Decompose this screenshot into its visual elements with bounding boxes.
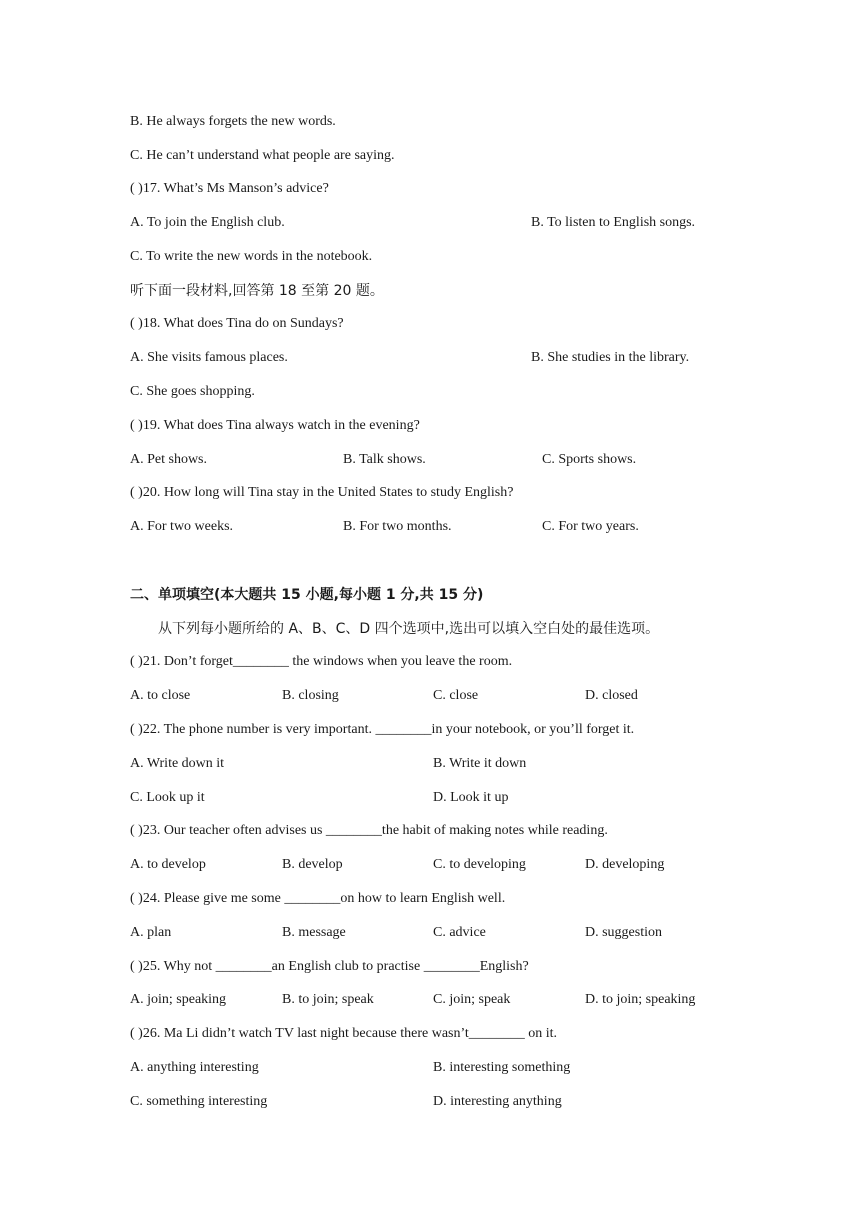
q22-option-c: C. Look up it	[130, 790, 205, 805]
listening-instruction-18-20: 听下面一段材料,回答第 18 至第 20 题。	[130, 283, 384, 299]
question-19: ( )19. What does Tina always watch in the evening?	[130, 418, 420, 433]
q22-option-d: D. Look it up	[433, 790, 509, 805]
q24-option-b: B. message	[282, 925, 346, 940]
q22-options-row2	[130, 788, 509, 808]
q24-option-d: D. suggestion	[585, 925, 662, 940]
question-24: ( )24. Please give me some ________on how to learn English well.	[130, 891, 506, 906]
q19-options	[130, 450, 637, 470]
q18-options-row1	[130, 348, 690, 368]
question-17: ( )17. What’s Ms Manson’s advice?	[130, 181, 329, 196]
q26-option-c: C. something interesting	[130, 1094, 268, 1109]
q17-option-a: A. To join the English club.	[130, 215, 285, 230]
q22-option-b: B. Write it down	[433, 756, 527, 771]
q23-option-d: D. developing	[585, 857, 665, 872]
q25-option-b: B. to join; speak	[282, 992, 374, 1007]
q25-option-d: D. to join; speaking	[585, 992, 696, 1007]
q24-option-a: A. plan	[130, 925, 172, 940]
q25-options	[130, 990, 696, 1010]
q22-options-row1	[130, 754, 527, 774]
q18-option-a: A. She visits famous places.	[130, 350, 288, 365]
q20-option-c: C. For two years.	[542, 519, 639, 534]
q24-options	[130, 923, 662, 943]
q16-option-c: C. He can’t understand what people are saying.	[130, 148, 395, 163]
q23-option-b: B. develop	[282, 857, 343, 872]
q26-options-row1	[130, 1058, 571, 1078]
question-25: ( )25. Why not ________an English club to practise ________English?	[130, 959, 529, 974]
q26-options-row2	[130, 1092, 562, 1112]
question-23: ( )23. Our teacher often advises us ________the habit of making notes while reading.	[130, 823, 608, 838]
section-2-instruction: 从下列每小题所给的 A、B、C、D 四个选项中,选出可以填入空白处的最佳选项。	[158, 621, 660, 637]
question-21: ( )21. Don’t forget________ the windows when you leave the room.	[130, 654, 513, 669]
q17-option-c: C. To write the new words in the notebook.	[130, 249, 373, 264]
q18-option-c: C. She goes shopping.	[130, 384, 255, 399]
question-20: ( )20. How long will Tina stay in the United States to study English?	[130, 485, 514, 500]
q23-option-a: A. to develop	[130, 857, 206, 872]
q26-option-a: A. anything interesting	[130, 1060, 259, 1075]
q23-option-c: C. to developing	[433, 857, 526, 872]
q24-option-c: C. advice	[433, 925, 486, 940]
q19-option-c: C. Sports shows.	[542, 452, 637, 467]
q21-option-b: B. closing	[282, 688, 339, 703]
q21-option-c: C. close	[433, 688, 479, 703]
q18-option-b: B. She studies in the library.	[531, 350, 690, 365]
q25-option-c: C. join; speak	[433, 992, 511, 1007]
q20-option-a: A. For two weeks.	[130, 519, 234, 534]
q19-option-b: B. Talk shows.	[343, 452, 426, 467]
q26-option-b: B. interesting something	[433, 1060, 571, 1075]
q21-options	[130, 686, 638, 706]
q21-option-a: A. to close	[130, 688, 191, 703]
question-22: ( )22. The phone number is very important. ________in your notebook, or you’ll forget it.	[130, 722, 635, 737]
question-18: ( )18. What does Tina do on Sundays?	[130, 316, 344, 331]
q20-options	[130, 517, 639, 537]
q17-option-b: B. To listen to English songs.	[531, 215, 696, 230]
q22-option-a: A. Write down it	[130, 756, 225, 771]
q16-option-b: B. He always forgets the new words.	[130, 114, 336, 129]
q17-options-row1	[130, 213, 696, 233]
section-2-heading: 二、单项填空(本大题共 15 小题,每小题 1 分,共 15 分)	[130, 587, 484, 603]
q19-option-a: A. Pet shows.	[130, 452, 208, 467]
q25-option-a: A. join; speaking	[130, 992, 227, 1007]
q23-options	[130, 855, 665, 875]
q26-option-d: D. interesting anything	[433, 1094, 562, 1109]
q21-option-d: D. closed	[585, 688, 638, 703]
q20-option-b: B. For two months.	[343, 519, 452, 534]
question-26: ( )26. Ma Li didn’t watch TV last night because there wasn’t________ on it.	[130, 1026, 558, 1041]
